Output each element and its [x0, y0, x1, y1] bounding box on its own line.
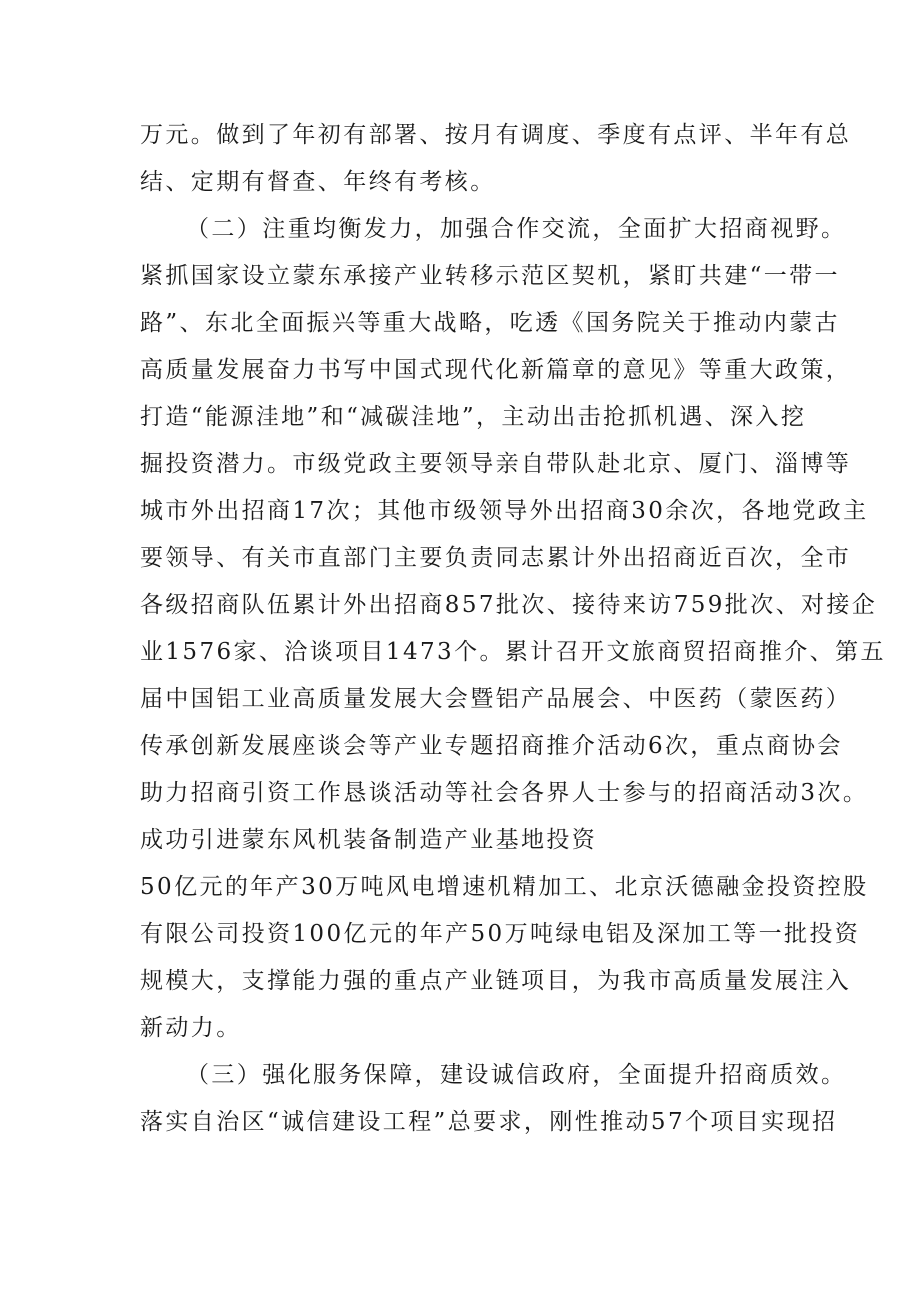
section-heading: （二）注重均衡发力，加强合作交流，全面扩大招商视野。	[186, 216, 847, 242]
text-line: 落实自治区“诚信建设工程”总要求，刚性推动57个项目实现招	[140, 1109, 838, 1135]
text-line: 届中国铝工业高质量发展大会暨铝产品展会、中医药（蒙医药）	[140, 686, 852, 712]
text-line: 高质量发展奋力书写中国式现代化新篇章的意见》等重大政策，	[140, 357, 852, 383]
text-line: 50亿元的年产30万吨风电增速机精加工、北京沃德融金投资控股	[140, 874, 869, 900]
text-line: 各级招商队伍累计外出招商857批次、接待来访759批次、对接企	[140, 592, 878, 618]
text-line: 掘投资潜力。市级党政主要领导亲自带队赴北京、厦门、淄博等	[140, 451, 852, 477]
text-line: 要领导、有关市直部门主要负责同志累计外出招商近百次，全市	[140, 545, 852, 571]
text-line: 结、定期有督查、年终有考核。	[140, 169, 496, 195]
text-line: 助力招商引资工作恳谈活动等社会各界人士参与的招商活动3次。	[140, 780, 869, 806]
text-line: 成功引进蒙东风机装备制造产业基地投资	[140, 827, 598, 853]
text-line: 紧抓国家设立蒙东承接产业转移示范区契机，紧盯共建“一带一	[140, 263, 840, 289]
section-heading: （三）强化服务保障，建设诚信政府，全面提升招商质效。	[186, 1062, 847, 1088]
text-line: 路”、东北全面振兴等重大战略，吃透《国务院关于推动内蒙古	[140, 310, 840, 336]
text-line: 有限公司投资100亿元的年产50万吨绿电铝及深加工等一批投资	[140, 921, 861, 947]
text-line: 规模大，支撑能力强的重点产业链项目，为我市高质量发展注入	[140, 968, 852, 994]
text-line: 万元。做到了年初有部署、按月有调度、季度有点评、半年有总	[140, 122, 852, 148]
text-line: 打造“能源洼地”和“减碳洼地”，主动出击抢抓机遇、深入挖	[140, 404, 807, 430]
text-line: 传承创新发展座谈会等产业专题招商推介活动6次，重点商协会	[140, 733, 843, 759]
text-line: 业1576家、洽谈项目1473个。累计召开文旅商贸招商推介、第五	[140, 639, 886, 665]
text-line: 城市外出招商17次；其他市级领导外出招商30余次，各地党政主	[140, 498, 869, 524]
text-line: 新动力。	[140, 1015, 242, 1041]
